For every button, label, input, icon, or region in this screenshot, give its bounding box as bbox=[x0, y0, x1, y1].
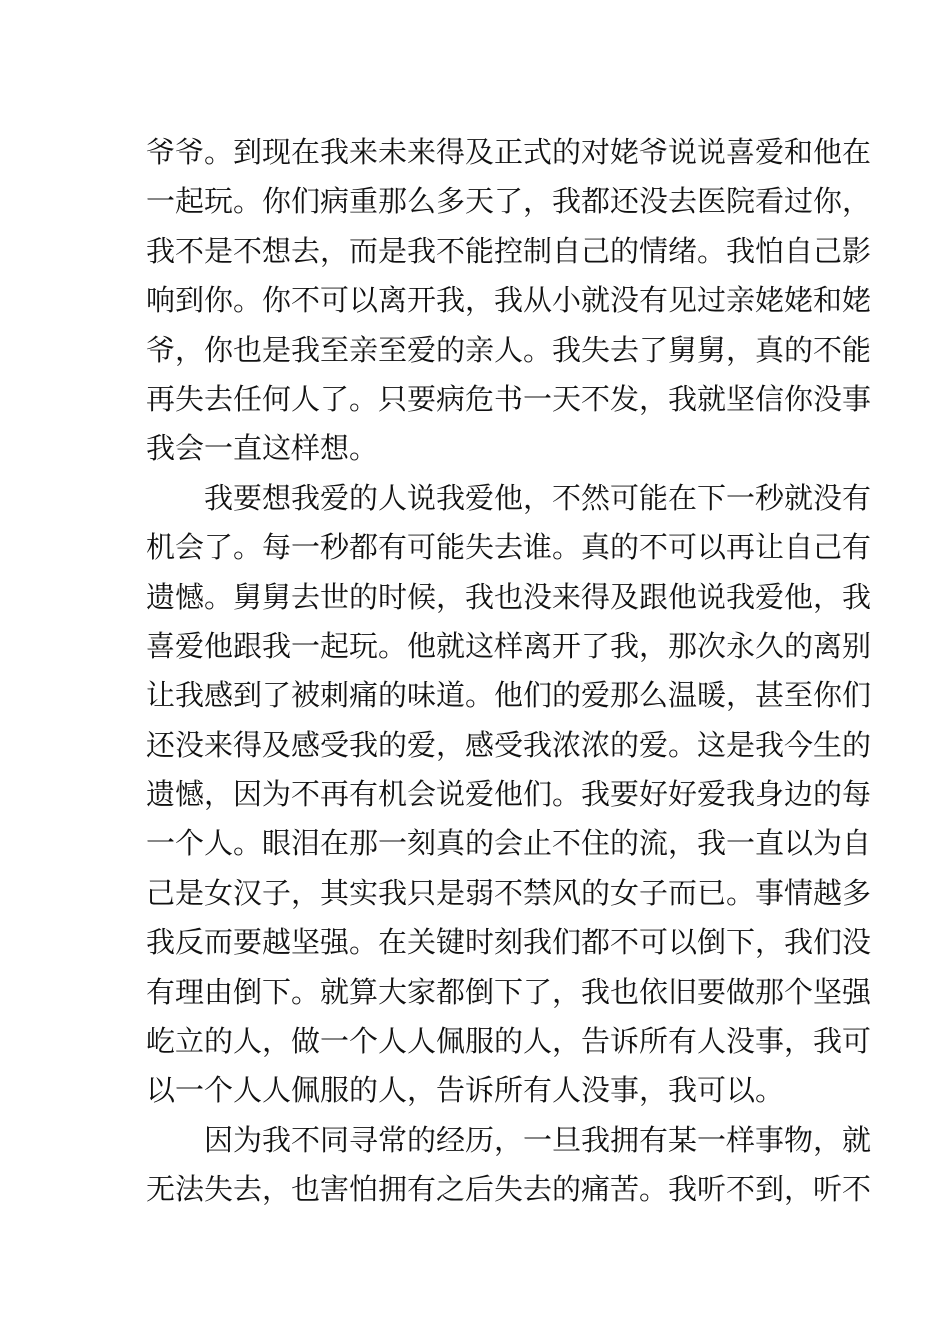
text-line: 有理由倒下。就算大家都倒下了，我也依旧要做那个坚强 bbox=[146, 974, 872, 1009]
text-line: 无法失去，也害怕拥有之后失去的痛苦。我听不到，听不 bbox=[146, 1172, 872, 1207]
text-line: 遗憾，因为不再有机会说爱他们。我要好好爱我身边的每 bbox=[146, 777, 872, 812]
text-line: 再失去任何人了。只要病危书一天不发，我就坚信你没事 bbox=[146, 381, 872, 416]
text-line: 让我感到了被刺痛的味道。他们的爱那么温暖，甚至你们 bbox=[146, 678, 872, 713]
text-line: 屹立的人，做一个人人佩服的人，告诉所有人没事，我可 bbox=[146, 1024, 872, 1059]
body-text bbox=[146, 128, 872, 1215]
text-line: 喜爱他跟我一起玩。他就这样离开了我，那次永久的离别 bbox=[146, 628, 872, 663]
text-line: 我会一直这样想。 bbox=[146, 431, 379, 466]
text-line: 我要想我爱的人说我爱他，不然可能在下一秒就没有 bbox=[146, 480, 872, 515]
text-line: 一起玩。你们病重那么多天了，我都还没去医院看过你， bbox=[146, 184, 872, 219]
text-line: 因为我不同寻常的经历，一旦我拥有某一样事物，就 bbox=[146, 1122, 872, 1157]
text-line: 我不是不想去，而是我不能控制自己的情绪。我怕自己影 bbox=[146, 233, 872, 268]
text-line: 还没来得及感受我的爱，感受我浓浓的爱。这是我今生的 bbox=[146, 727, 872, 762]
text-line: 以一个人人佩服的人，告诉所有人没事，我可以。 bbox=[146, 1073, 785, 1108]
text-line: 响到你。你不可以离开我，我从小就没有见过亲姥姥和姥 bbox=[146, 283, 872, 318]
text-line: 我反而要越坚强。在关键时刻我们都不可以倒下，我们没 bbox=[146, 925, 872, 960]
text-line: 爷，你也是我至亲至爱的亲人。我失去了舅舅，真的不能 bbox=[146, 332, 872, 367]
text-line: 一个人。眼泪在那一刻真的会止不住的流，我一直以为自 bbox=[146, 826, 872, 861]
text-line: 爷爷。到现在我来未来得及正式的对姥爷说说喜爱和他在 bbox=[146, 135, 872, 169]
text-line: 己是女汉子，其实我只是弱不禁风的女子而已。事情越多 bbox=[146, 875, 872, 910]
text-line: 遗憾。舅舅去世的时候，我也没来得及跟他说我爱他，我 bbox=[146, 579, 872, 614]
text-line: 机会了。每一秒都有可能失去谁。真的不可以再让自己有 bbox=[146, 530, 872, 565]
